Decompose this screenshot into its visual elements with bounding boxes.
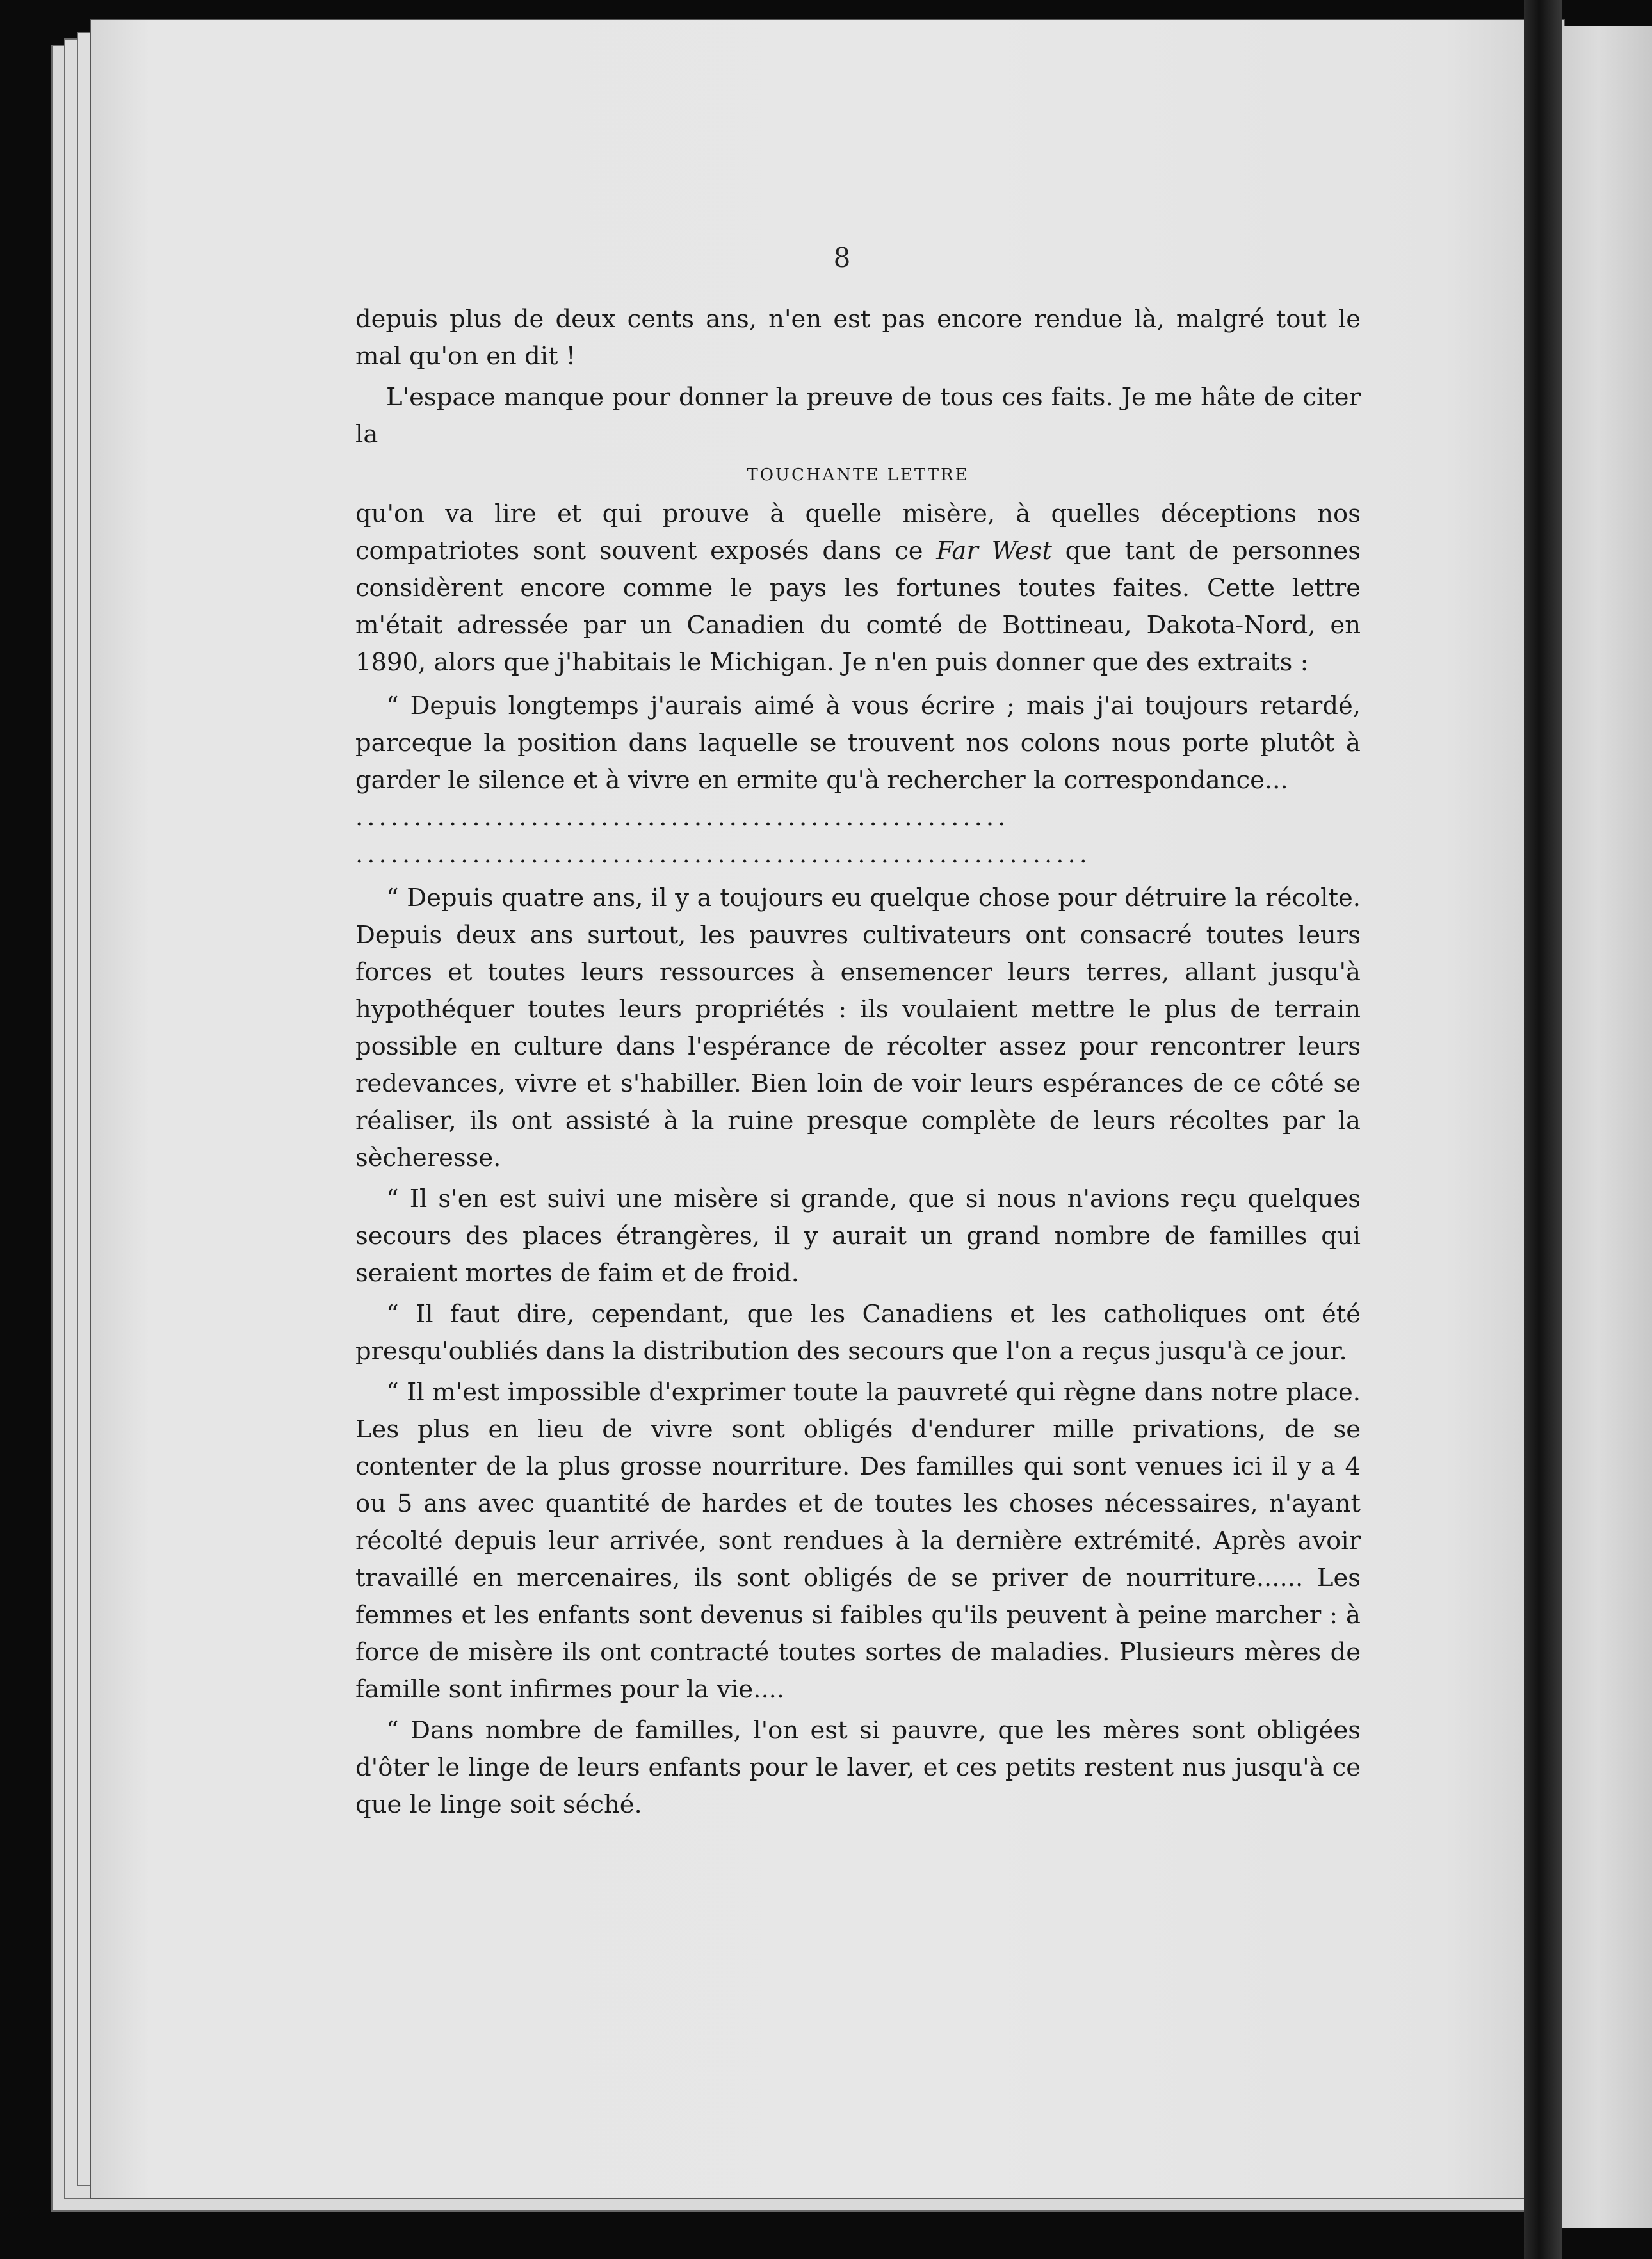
letter-intro-paragraph xyxy=(355,496,1361,681)
italic-phrase: Far West xyxy=(936,537,1052,565)
paragraph: L'espace manque pour donner la preuve de tous ces faits. Je me hâte de citer la xyxy=(355,383,1361,449)
facing-page-edge xyxy=(1562,26,1652,2228)
intro-paragraph: depuis plus de deux cents ans, n'en est pas encore rendue là, malgré tout le mal qu'on en dit ! xyxy=(355,305,1361,371)
page-number: 8 xyxy=(833,242,851,273)
quote-paragraph: “ Depuis quatre ans, il y a toujours eu quelque chose pour détruire la récolte. Depuis deux ans surtout, les pauvres cultivateurs ont consacré toutes leurs forces et toutes leurs ressources à ensemencer leurs terres, allant jusqu'à hypothéquer toutes leurs propriétés : ils voulaient mettre le plus de terrain possible en culture dans l'espérance de récolter assez pour rencontrer leurs redevances, vivre et s'habiller. Bien loin de voir leurs espérances de ce côté se réaliser, ils ont assisté à la ruine presque complète de leurs récoltes par la sècheresse. xyxy=(355,884,1361,1172)
section-heading: TOUCHANTE LETTRE xyxy=(747,466,969,485)
ellipsis-line: ........................................................ xyxy=(355,803,1010,832)
paragraph-text: qu'on va lire et qui prouve à quelle misère, à quelles déceptions nos compatriotes sont souvent exposés dans ce xyxy=(355,499,1361,565)
ellipsis-line: ............................................................... xyxy=(355,840,1091,869)
quote-paragraph: “ Il m'est impossible d'exprimer toute la pauvreté qui règne dans notre place. Les plus en lieu de vivre sont obligés d'endurer mille privations, de se contenter de la plus grosse nourriture. Des familles qui sont venues ici il y a 4 ou 5 ans avec quantité de hardes et de toutes les choses nécessaires, n'ayant récolté depuis leur arrivée, sont rendues à la dernière extrémité. Après avoir travaillé en mercenaires, ils sont obligés de se priver de nourriture...... Les femmes et les enfants sont devenus si faibles qu'ils peuvent à peine marcher : à force de misère ils ont contracté toutes sortes de maladies. Plusieurs mères de famille sont infirmes pour la vie.... xyxy=(355,1378,1361,1704)
quote-paragraph: “ Il faut dire, cependant, que les Canadiens et les catholiques ont été presqu'oubliés dans la distribution des secours que l'on a reçus jusqu'à ce jour. xyxy=(355,1300,1361,1366)
paragraph-text: que tant de personnes considèrent encore comme le pays les fortunes toutes faites. Cette lettre m'était adressée par un Canadien du comté de Bottineau, Dakota-Nord, en 1890, alors que j'habitais le Michigan. Je n'en puis donner que des extraits : xyxy=(355,537,1361,677)
quote-paragraph: “ Il s'en est suivi une misère si grande, que si nous n'avions reçu quelques secours des places étrangères, il y aurait un grand nombre de familles qui seraient mortes de faim et de froid. xyxy=(355,1185,1361,1288)
quote-paragraph: “ Depuis longtemps j'aurais aimé à vous écrire ; mais j'ai toujours retardé, parceque la position dans laquelle se trouvent nos colons nous porte plutôt à garder le silence et à vivre en ermite qu'à rechercher la correspondance... xyxy=(355,692,1361,795)
book-binding xyxy=(1524,0,1562,2259)
page-text xyxy=(355,231,1361,1824)
quote-paragraph: “ Dans nombre de familles, l'on est si pauvre, que les mères sont obligées d'ôter le linge de leurs enfants pour le laver, et ces petits restent nus jusqu'à ce que le linge soit séché. xyxy=(355,1716,1361,1819)
